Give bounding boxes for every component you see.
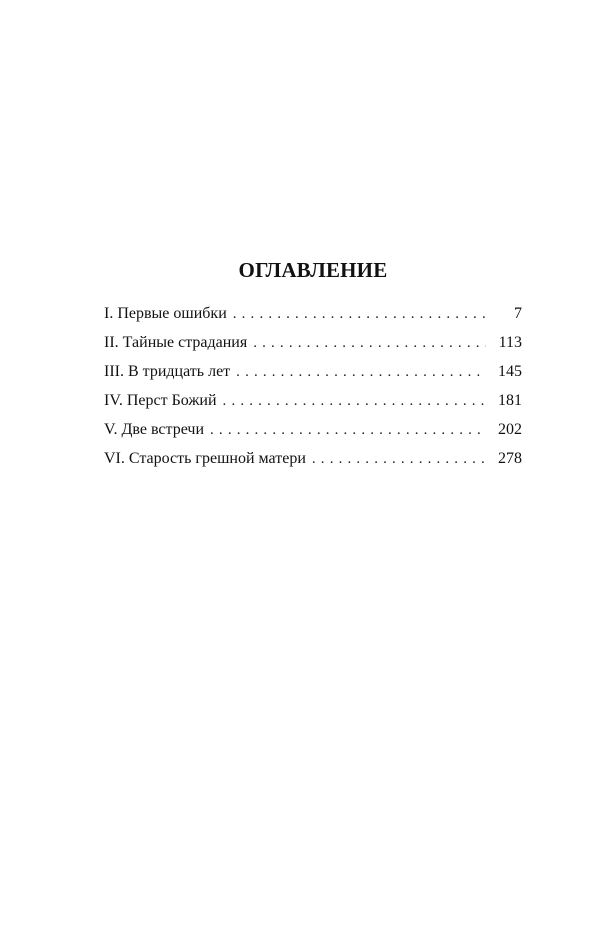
toc-entry[interactable] xyxy=(104,391,522,420)
toc-entry[interactable] xyxy=(104,362,522,391)
table-of-contents xyxy=(104,256,522,478)
dot-leader xyxy=(236,362,486,382)
toc-entry[interactable] xyxy=(104,449,522,478)
dot-leader xyxy=(233,304,486,324)
page-title: ОГЛАВЛЕНИЕ xyxy=(238,258,388,282)
toc-entry-label: IV. Перст Божий xyxy=(104,392,217,409)
toc-entry-page-number: 145 xyxy=(498,363,522,380)
dot-leader xyxy=(210,420,486,440)
toc-entry-page-number: 278 xyxy=(498,450,522,467)
toc-entry[interactable] xyxy=(104,420,522,449)
toc-entry-page-number: 202 xyxy=(498,421,522,438)
toc-entry-label: I. Первые ошибки xyxy=(104,305,227,322)
toc-entry-label: V. Две встречи xyxy=(104,421,205,438)
toc-entry-page-number: 7 xyxy=(514,305,522,322)
toc-entry-label: II. Тайные страдания xyxy=(104,334,248,351)
toc-entry-page-number: 181 xyxy=(498,392,522,409)
toc-entry-page-number: 113 xyxy=(498,334,522,351)
toc-entry[interactable] xyxy=(104,333,522,362)
toc-entry-label: VI. Старость грешной матери xyxy=(104,450,306,467)
toc-entry-label: III. В тридцать лет xyxy=(104,363,231,380)
toc-list xyxy=(104,304,522,478)
dot-leader xyxy=(312,449,486,469)
dot-leader xyxy=(253,333,486,353)
toc-entry[interactable] xyxy=(104,304,522,333)
dot-leader xyxy=(223,391,486,411)
